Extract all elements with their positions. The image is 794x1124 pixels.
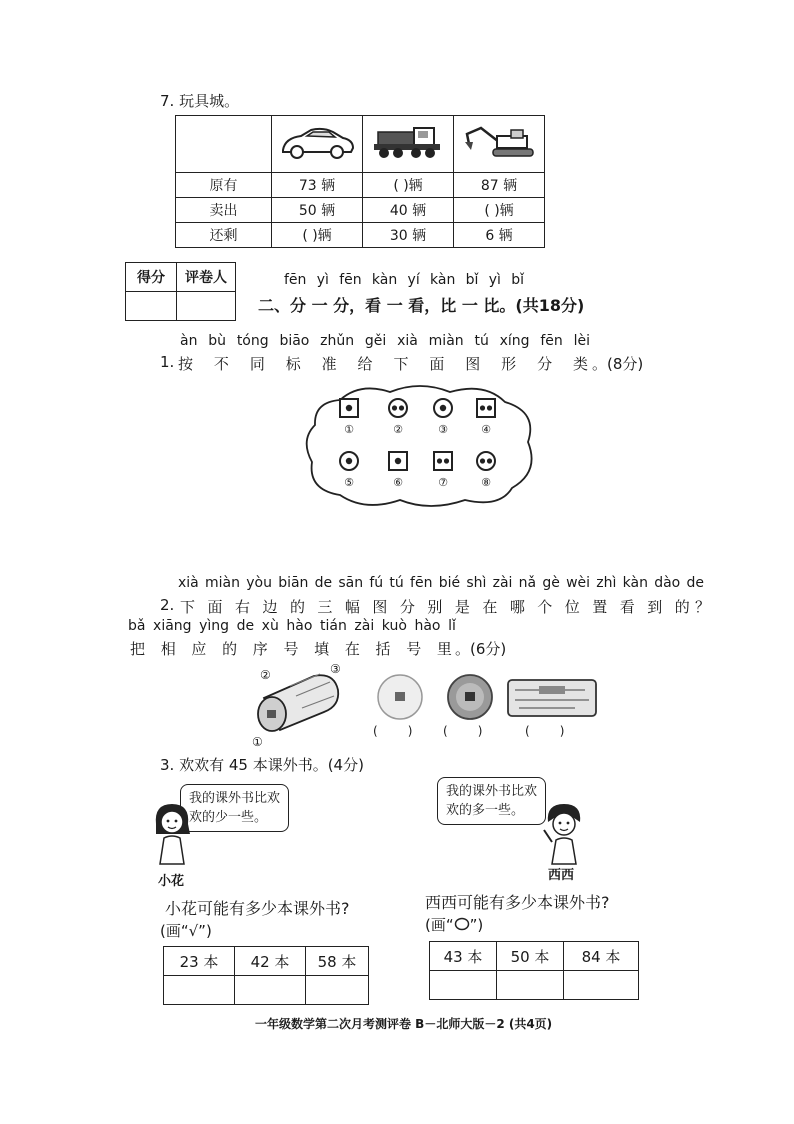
pinyin: àn xyxy=(180,333,198,349)
char: 不 xyxy=(213,355,229,373)
char: 看 xyxy=(619,598,635,616)
row-label: 还剩 xyxy=(176,223,272,248)
char: 里 xyxy=(436,640,452,658)
truck-icon xyxy=(368,122,448,162)
pinyin: xià xyxy=(178,575,199,591)
char: 相 xyxy=(160,640,176,658)
circle-one-dot-icon xyxy=(338,450,360,472)
answer-blank-cell[interactable]: ( )辆 xyxy=(454,198,545,223)
char: 把 xyxy=(130,640,146,658)
char: 的 xyxy=(289,598,305,616)
char: 标 xyxy=(285,355,301,373)
toy-row-sold xyxy=(176,198,545,223)
square-one-dot-icon xyxy=(387,450,409,472)
mark-cell-42[interactable] xyxy=(235,976,306,1005)
pinyin: wèi xyxy=(566,575,591,591)
pinyin: dào xyxy=(654,575,681,591)
xiaohua-question: 小花可能有多少本课外书? xyxy=(165,899,350,918)
table-cell: 6 辆 xyxy=(454,223,545,248)
toy-truck-cell xyxy=(363,116,454,173)
score-box xyxy=(125,262,236,321)
shape-number: ③ xyxy=(438,423,448,436)
char: 的 xyxy=(674,598,690,616)
square-one-dot-icon xyxy=(338,397,360,419)
q2-text-line2 xyxy=(130,638,452,659)
paren-close: ) xyxy=(477,724,483,738)
paren-open: ( xyxy=(443,724,448,738)
char: 在 xyxy=(344,640,360,658)
char: 括 xyxy=(375,640,391,658)
char: 别 xyxy=(427,598,443,616)
bubble-line: 欢的多一些。 xyxy=(446,803,525,818)
char: 准 xyxy=(321,355,337,373)
circle-one-dot-icon xyxy=(432,397,454,419)
shape-number: ① xyxy=(344,423,354,436)
page-footer: 一年级数学第二次月考测评卷 B－北师大版－2 (共4页) xyxy=(255,1017,553,1031)
grader-label: 评卷人 xyxy=(177,263,236,292)
pinyin: kàn xyxy=(622,575,648,591)
pinyin: gěi xyxy=(364,333,387,349)
shape-number: ④ xyxy=(481,423,491,436)
row-label: 原有 xyxy=(176,173,272,198)
answer-blank-cell[interactable]: ( )辆 xyxy=(363,173,454,198)
char: 下 xyxy=(180,598,196,616)
pinyin: fēn xyxy=(410,575,433,591)
pinyin: bǐ xyxy=(465,272,479,288)
excavator-icon xyxy=(459,122,539,162)
table-cell: 30 辆 xyxy=(363,223,454,248)
pinyin: fú xyxy=(369,575,384,591)
shape-number: ② xyxy=(393,423,403,436)
score-field[interactable] xyxy=(126,292,177,321)
pinyin: zhǔn xyxy=(320,333,355,349)
circle-mark-icon xyxy=(454,917,470,931)
section2-pinyin xyxy=(284,272,524,288)
section2-title: 二、分 一 分，看 一 看，比 一 比。(共18分) xyxy=(258,296,585,315)
shape-1 xyxy=(338,397,360,436)
pinyin: fēn xyxy=(540,333,563,349)
pinyin: bǐ xyxy=(511,272,524,288)
view-dark-circle-image xyxy=(440,672,500,722)
mark-cell-58[interactable] xyxy=(306,976,369,1005)
bubble-line: 我的课外书比欢 xyxy=(446,784,538,799)
char: 图 xyxy=(372,598,388,616)
table-cell: 87 辆 xyxy=(454,173,545,198)
pinyin: tú xyxy=(474,333,489,349)
char: 应 xyxy=(191,640,207,658)
score-label: 得分 xyxy=(126,263,177,292)
pinyin: miàn xyxy=(205,575,240,591)
pinyin: bù xyxy=(208,333,227,349)
shape-2 xyxy=(387,397,409,436)
pinyin: kàn xyxy=(430,272,456,288)
char: 置 xyxy=(592,598,608,616)
q2-question-mark: ？ xyxy=(695,598,711,616)
char: 边 xyxy=(262,598,278,616)
pinyin: tóng xyxy=(236,333,269,349)
pinyin: kuò xyxy=(381,618,407,634)
pinyin: yìng xyxy=(199,618,230,634)
pinyin: sān xyxy=(338,575,364,591)
char: 序 xyxy=(252,640,268,658)
mark-cell-84[interactable] xyxy=(564,971,639,1000)
pinyin: gè xyxy=(542,575,560,591)
shape-number: ⑥ xyxy=(393,476,403,489)
toy-picture-row xyxy=(176,116,545,173)
char: 分 xyxy=(399,598,415,616)
pinyin: de xyxy=(236,618,255,634)
char: 幅 xyxy=(344,598,360,616)
char: 分 xyxy=(537,355,553,373)
row-label: 卖出 xyxy=(176,198,272,223)
char: 同 xyxy=(249,355,265,373)
pinyin: de xyxy=(686,575,704,591)
shape-4 xyxy=(475,397,497,436)
shape-6 xyxy=(387,450,409,489)
pinyin: nǎ xyxy=(518,575,537,591)
pinyin: xíng xyxy=(499,333,530,349)
view-label-2: ② xyxy=(260,668,271,682)
shape-number: ⑤ xyxy=(344,476,354,489)
pinyin: fēn xyxy=(284,272,307,288)
char: 右 xyxy=(234,598,250,616)
cloud-frame xyxy=(300,380,540,510)
mark-cell-23[interactable] xyxy=(164,976,235,1005)
grader-field[interactable] xyxy=(177,292,236,321)
pinyin: de xyxy=(314,575,333,591)
pinyin: yòu xyxy=(246,575,272,591)
char: 哪 xyxy=(509,598,525,616)
toy-table xyxy=(175,115,545,248)
pinyin: bǎ xyxy=(128,618,146,634)
shape-number: ⑦ xyxy=(438,476,448,489)
pinyin: lǐ xyxy=(448,618,456,634)
q1-text xyxy=(178,353,588,374)
mark-cell-43[interactable] xyxy=(430,971,497,1000)
xiaohua-hint: (画“√”) xyxy=(160,922,212,940)
q2-pinyin-line1 xyxy=(178,575,704,591)
pinyin: xià xyxy=(397,333,418,349)
paren-close: ) xyxy=(407,724,413,738)
pinyin: tián xyxy=(320,618,347,634)
xixi-speech-bubble xyxy=(437,777,546,825)
shape-number: ⑧ xyxy=(481,476,491,489)
char: 到 xyxy=(647,598,663,616)
pinyin: shì xyxy=(466,575,487,591)
answer-paren-2[interactable] xyxy=(443,724,493,738)
car-icon xyxy=(277,122,357,162)
paren-close: ) xyxy=(559,724,565,738)
xiaohua-options-table xyxy=(163,946,369,1005)
pinyin: xiāng xyxy=(153,618,192,634)
pinyin: yì xyxy=(316,272,329,288)
bubble-line: 我的课外书比欢 xyxy=(189,791,281,806)
char: 图 xyxy=(465,355,481,373)
toy-row-original xyxy=(176,173,545,198)
xiaohua-name: 小花 xyxy=(158,874,185,889)
girl-xiaohua-icon xyxy=(150,800,196,866)
xixi-hint xyxy=(425,914,483,935)
q7-title: 7. 玩具城。 xyxy=(160,92,240,110)
xiaohua-speech-bubble xyxy=(180,784,289,832)
q2-text-line1 xyxy=(180,596,690,617)
circle-two-dots-icon xyxy=(475,450,497,472)
view-light-circle-image xyxy=(370,672,430,722)
char: 是 xyxy=(454,598,470,616)
table-cell: 73 辆 xyxy=(272,173,363,198)
view-label-1: ① xyxy=(252,735,263,749)
pinyin: hào xyxy=(414,618,441,634)
xixi-options-table xyxy=(429,941,639,1000)
q1-number: 1. xyxy=(160,353,175,371)
toy-row-remaining xyxy=(176,223,545,248)
pinyin: yí xyxy=(407,272,420,288)
toy-excavator-cell xyxy=(454,116,545,173)
q2-points: 。(6分) xyxy=(455,640,507,658)
pinyin: fēn xyxy=(339,272,362,288)
char: 位 xyxy=(564,598,580,616)
option-50: 50 本 xyxy=(497,942,564,971)
option-84: 84 本 xyxy=(564,942,639,971)
option-58: 58 本 xyxy=(306,947,369,976)
q2-pinyin-line2 xyxy=(128,618,456,634)
empty-corner-cell xyxy=(176,116,272,173)
pinyin: hào xyxy=(286,618,313,634)
char: 面 xyxy=(429,355,445,373)
answer-paren-3[interactable] xyxy=(525,724,575,738)
q2-number: 2. xyxy=(160,596,175,614)
paren-open: ( xyxy=(373,724,378,738)
pinyin: kàn xyxy=(371,272,398,288)
shape-7 xyxy=(432,450,454,489)
q1-pinyin xyxy=(180,333,590,349)
char: 号 xyxy=(283,640,299,658)
pinyin: xù xyxy=(261,618,279,634)
pinyin: lèi xyxy=(573,333,590,349)
pinyin: bié xyxy=(438,575,461,591)
circle-two-dots-icon xyxy=(387,397,409,419)
pinyin: miàn xyxy=(428,333,464,349)
char: 按 xyxy=(178,355,194,373)
char: 下 xyxy=(393,355,409,373)
char: 的 xyxy=(222,640,238,658)
hint-prefix: (画“ xyxy=(425,916,454,934)
paren-open: ( xyxy=(525,724,530,738)
char: 个 xyxy=(537,598,553,616)
char: 给 xyxy=(357,355,373,373)
toy-car-cell xyxy=(272,116,363,173)
shape-3 xyxy=(432,397,454,436)
shape-8 xyxy=(475,450,497,489)
pinyin: biāo xyxy=(279,333,310,349)
mark-cell-50[interactable] xyxy=(497,971,564,1000)
pinyin: zài xyxy=(492,575,513,591)
char: 三 xyxy=(317,598,333,616)
q1-points: 。(8分) xyxy=(592,355,644,373)
answer-paren-1[interactable] xyxy=(373,724,423,738)
view-side-rectangle-image xyxy=(505,676,600,720)
bubble-line: 欢的少一些。 xyxy=(189,810,268,825)
table-cell: 50 辆 xyxy=(272,198,363,223)
option-23: 23 本 xyxy=(164,947,235,976)
pinyin: zhì xyxy=(596,575,617,591)
option-42: 42 本 xyxy=(235,947,306,976)
pinyin: biān xyxy=(278,575,309,591)
q3-title: 3. 欢欢有 45 本课外书。(4分) xyxy=(160,756,364,774)
xixi-name: 西西 xyxy=(548,868,575,883)
char: 形 xyxy=(501,355,517,373)
char: 面 xyxy=(207,598,223,616)
hint-suffix: ”) xyxy=(469,916,484,934)
char: 类 xyxy=(572,355,588,373)
table-cell: 40 辆 xyxy=(363,198,454,223)
xixi-question: 西西可能有多少本课外书? xyxy=(425,893,610,912)
view-label-3: ③ xyxy=(330,662,341,676)
answer-blank-cell[interactable]: ( )辆 xyxy=(272,223,363,248)
square-two-dots-icon xyxy=(432,450,454,472)
girl-xixi-icon xyxy=(540,800,586,866)
shape-5 xyxy=(338,450,360,489)
char: 号 xyxy=(406,640,422,658)
char: 填 xyxy=(314,640,330,658)
pinyin: zài xyxy=(354,618,375,634)
pinyin: yì xyxy=(488,272,501,288)
char: 在 xyxy=(482,598,498,616)
option-43: 43 本 xyxy=(430,942,497,971)
square-two-dots-icon xyxy=(475,397,497,419)
pinyin: tú xyxy=(389,575,404,591)
